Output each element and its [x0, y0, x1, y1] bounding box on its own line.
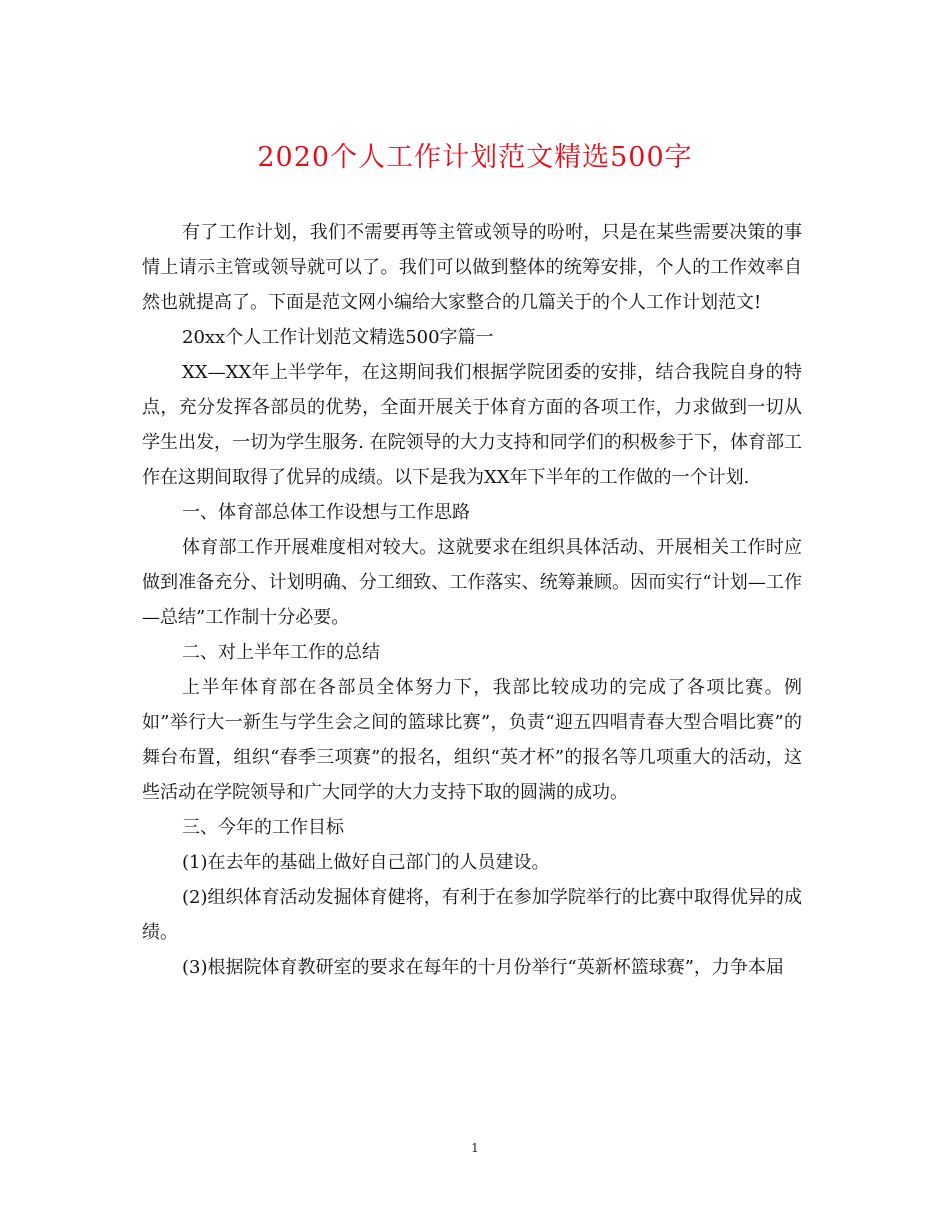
goal-item-3: (3)根据院体育教研室的要求在每年的十月份举行“英新杯篮球赛”，力争本届 [182, 957, 784, 978]
section-heading-3: 三、今年的工作目标 [182, 817, 344, 838]
paragraph-section-2: 上半年体育部在各部员全体努力下，我部比较成功的完成了各项比赛。例如”举行大一新生与学生会之间的篮球比赛”，负责“迎五四唱青春大型合唱比赛”的舞台布置，组织“春季三项赛”的报名，组织“英才杯”的报名等几项重大的活动，这些活动在学院领导和广大同学的大力支持下取的圆满的成功。 [142, 677, 802, 803]
paragraph-section-1: 体育部工作开展难度相对较大。这就要求在组织具体活动、开展相关工作时应做到准备充分、计划明确、分工细致、工作落实、统筹兼顾。因而实行“计划—工作—总结”工作制十分必要。 [142, 537, 802, 628]
goal-item-2: (2)组织体育活动发掘体育健将，有利于在参加学院举行的比赛中取得优异的成绩。 [142, 887, 802, 943]
document-title: 2020个人工作计划范文精选500字 [257, 142, 693, 173]
paragraph-intro: 有了工作计划，我们不需要再等主管或领导的吩咐，只是在某些需要决策的事情上请示主管或领导就可以了。我们可以做到整体的统筹安排，个人的工作效率自然也就提高了。下面是范文网小编给大家整合的几篇关于的个人工作计划范文! [142, 222, 802, 313]
goal-item-1: (1)在去年的基础上做好自己部门的人员建设。 [182, 852, 550, 873]
document-body [142, 215, 802, 985]
section-heading-1: 一、体育部总体工作设想与工作思路 [182, 502, 470, 523]
paragraph-article-heading: 20xx个人工作计划范文精选500字篇一 [182, 327, 494, 348]
section-heading-2: 二、对上半年工作的总结 [182, 642, 380, 663]
paragraph-background: XX—XX年上半学年，在这期间我们根据学院团委的安排，结合我院自身的特点，充分发挥各部员的优势，全面开展关于体育方面的各项工作，力求做到一切从学生出发，一切为学生服务. 在院领导的大力支持和同学们的积极参于下，体育部工作在这期间取得了优异的成绩。以下是我为XX年下半年的工作做的一个计划. [142, 362, 802, 488]
page-number: 1 [471, 1141, 479, 1155]
